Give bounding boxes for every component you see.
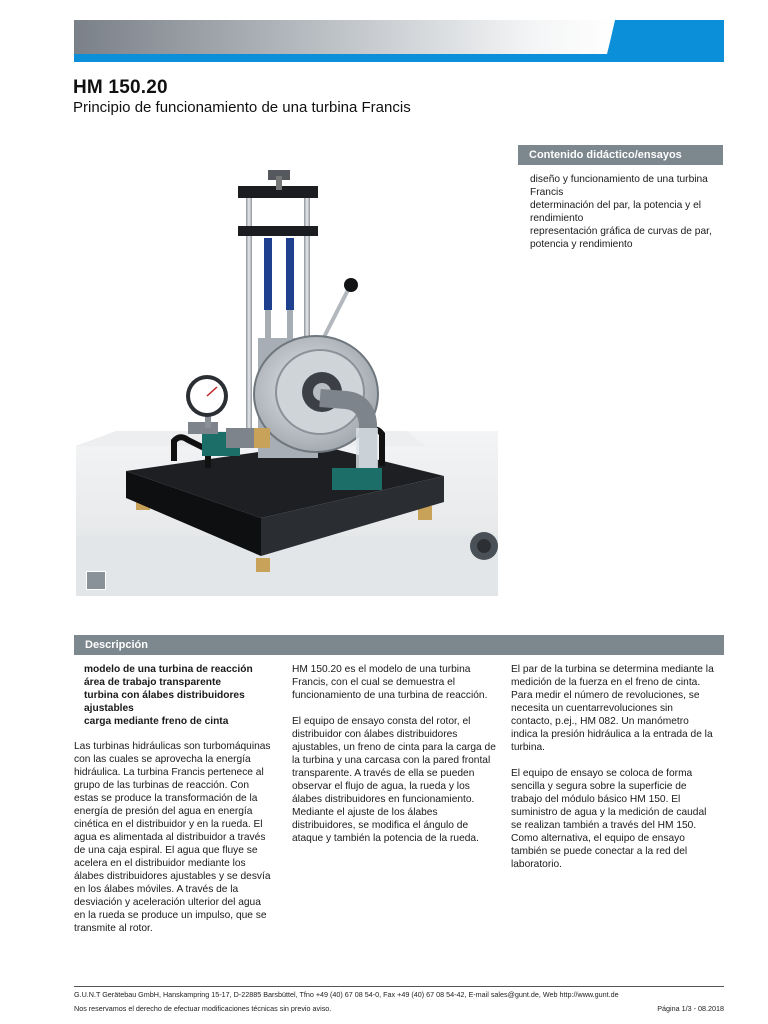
description-heading: Descripción (74, 635, 724, 655)
feature-item: área de trabajo transparente (84, 677, 222, 688)
page-number: Página 1/3 - 08.2018 (657, 1004, 724, 1013)
paragraph: El par de la turbina se determina mediante la medición de la fuerza en el freno de cinta. Para medir el número de revoluciones, se necesita un cuentarrevoluciones sin contacto, p.ej., HM 082. Un manómetro indica la presión hidráulica a la entrada de la turbina. (511, 664, 714, 753)
feature-list (84, 663, 275, 728)
feature-item: turbina con álabes distribuidores ajustables (84, 690, 245, 714)
list-item: diseño y funcionamiento de una turbina Francis (530, 174, 708, 198)
header-banner (74, 20, 724, 62)
description-column-3 (511, 663, 715, 884)
list-item: representación gráfica de curvas de par, potencia y rendimiento (530, 226, 712, 250)
paragraph: El equipo de ensayo se coloca de forma sencilla y segura sobre la superficie de trabajo del módulo básico HM 150. El suministro de agua y la medición de caudal se realizan también a través del HM 150. Como alternativa, el equipo de ensayo también se puede conectar a la red del laboratorio. (511, 768, 707, 870)
turbine-illustration (76, 146, 498, 596)
paragraph: HM 150.20 es el modelo de una turbina Francis, con el cual se demuestra el funcionamiento de una turbina de reacción. (292, 664, 488, 701)
feature-item: modelo de una turbina de reacción (84, 664, 253, 675)
footer-disclaimer: Nos reservamos el derecho de efectuar modificaciones técnicas sin previo aviso. (74, 1004, 332, 1013)
sidebar-heading: Contenido didáctico/ensayos (518, 145, 723, 165)
page-subtitle: Principio de funcionamiento de una turbina Francis (73, 99, 411, 116)
paragraph: Las turbinas hidráulicas son turbomáquinas con las cuales se aprovecha la energía hidráulica. La turbina Francis pertenece al grupo de las turbinas de reacción. Con estas se produce la transformación de la energía de presión del agua en energía cinética en el distribuidor y en la rueda. El agua es alimentada al distribuidor a través de una caja espiral. El agua que fluye se acelera en el distribuidor mediante los álabes distribuidores ajustables y se desvía en los álabes móviles. A través de la desviación y aceleración ulterior del agua en la rueda se produce un impulso, que se transmite al rotor. (74, 741, 271, 934)
page-title: HM 150.20 (73, 77, 168, 98)
list-item: determinación del par, la potencia y el rendimiento (530, 200, 702, 224)
footer-contact: G.U.N.T Gerätebau GmbH, Hanskampring 15-17, D-22885 Barsbüttel, Tfno +49 (40) 67 08 54-0, Fax +49 (40) 67 08 54-42, E-mail sales@gunt.de, Web http://www.gunt.de (74, 990, 619, 999)
learning-objectives-list (530, 173, 726, 251)
image-thumbnail[interactable] (86, 571, 106, 590)
description-column-1 (74, 663, 275, 948)
footer-divider (74, 986, 724, 987)
paragraph: El equipo de ensayo consta del rotor, el distribuidor con álabes distribuidores ajustables, un freno de cinta para la carga de la turbina y una carcasa con la pared frontal transparente. A través de ella se pueden observar el flujo de agua, la rueda y los álabes distribuidores en funcionamiento. Mediante el ajuste de los álabes distribuidores, se modifica el ángulo de ataque y también la potencia de la rueda. (292, 716, 496, 844)
description-column-2 (292, 663, 497, 858)
product-photo (76, 146, 498, 596)
feature-item: carga mediante freno de cinta (84, 716, 229, 727)
